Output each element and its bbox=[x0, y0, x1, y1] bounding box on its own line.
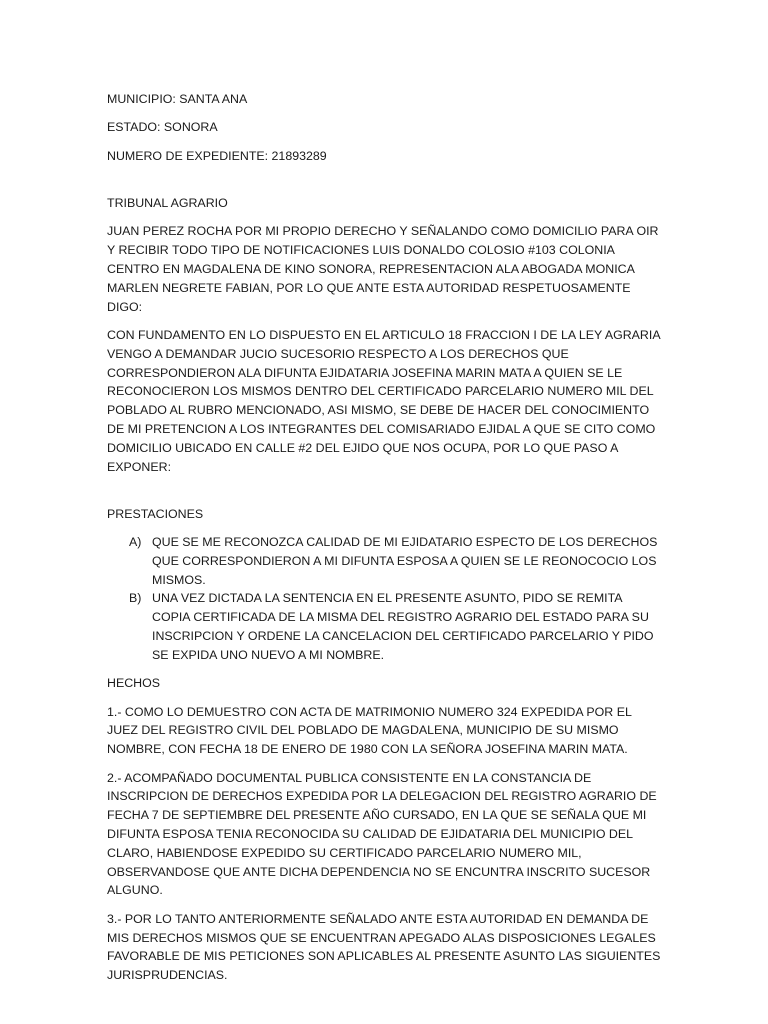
intro-paragraph: JUAN PEREZ ROCHA POR MI PROPIO DERECHO Y SEÑALANDO COMO DOMICILIO PARA OIR Y RECIBIR TODO TIPO DE NOTIFICACIONES LUIS DONALDO COLOSIO #103 COLONIA CENTRO EN MAGDALENA DE KINO SONORA, REPRESENTACION ALA ABOGADA MONICA MARLEN NEGRETE FABIAN, POR LO QUE ANTE ESTA AUTORIDAD RESPETUOSAMENTE DIGO: bbox=[107, 224, 659, 314]
blank-line bbox=[107, 486, 663, 505]
blank-line bbox=[107, 175, 663, 194]
expediente-line: NUMERO DE EXPEDIENTE: 21893289 bbox=[107, 148, 327, 163]
prestaciones-list bbox=[107, 533, 663, 665]
hecho-paragraph: 1.- COMO LO DEMUESTRO CON ACTA DE MATRIMONIO NUMERO 324 EXPEDIDA POR EL JUEZ DEL REGISTRO CIVIL DEL POBLADO DE MAGDALENA, MUNICIPIO DE SU MISMO NOMBRE, CON FECHA 18 DE ENERO DE 1980 CON LA SEÑORA JOSEFINA MARIN MATA. bbox=[107, 704, 632, 757]
municipio-line: MUNICIPIO: SANTA ANA bbox=[107, 92, 248, 106]
list-marker: A) bbox=[129, 535, 142, 550]
document-page bbox=[107, 90, 663, 995]
list-item bbox=[107, 589, 663, 664]
hecho-paragraph: 3.- POR LO TANTO ANTERIORMENTE SEÑALADO ANTE ESTA AUTORIDAD EN DEMANDA DE MIS DERECHOS MISMOS QUE SE ENCUENTRAN APEGADO ALAS DISPOSICIONES LEGALES FAVORABLE DE MIS PETICIONES SON APLICABLES AL PRESENTE ASUNTO LAS SIGUIENTES JURISPRUDENCIAS. bbox=[107, 911, 661, 983]
list-marker: B) bbox=[129, 591, 142, 606]
hechos-heading: HECHOS bbox=[107, 676, 161, 691]
hecho-paragraph: 2.- ACOMPAÑADO DOCUMENTAL PUBLICA CONSISTENTE EN LA CONSTANCIA DE INSCRIPCION DE DERECHOS EXPEDIDA POR LA DELEGACION DEL REGISTRO AGRARIO DE FECHA 7 DE SEPTIEMBRE DEL PRESENTE AÑO CURSADO, EN LA QUE SE SEÑALA QUE MI DIFUNTA ESPOSA TENIA RECONOCIDA SU CALIDAD DE EJIDATARIA DEL MUNICIPIO DEL CLARO, HABIENDOSE EXPEDIDO SU CERTIFICADO PARCELARIO NUMERO MIL, OBSERVANDOSE QUE ANTE DICHA DEPENDENCIA NO SE ENCUNTRA INSCRITO SUCESOR ALGUNO. bbox=[107, 770, 657, 898]
tribunal-heading: TRIBUNAL AGRARIO bbox=[107, 195, 228, 210]
list-item-text: QUE SE ME RECONOZCA CALIDAD DE MI EJIDATARIO ESPECTO DE LOS DERECHOS QUE CORRESPONDIERON A MI DIFUNTA ESPOSA A QUIEN SE LE REONOCOCIO LOS MISMOS. bbox=[152, 535, 658, 587]
list-item bbox=[107, 533, 663, 589]
fundamento-paragraph: CON FUNDAMENTO EN LO DISPUESTO EN EL ARTICULO 18 FRACCION I DE LA LEY AGRARIA VENGO A DEMANDAR JUCIO SUCESORIO RESPECTO A LOS DERECHOS QUE CORRESPONDIERON ALA DIFUNTA EJIDATARIA JOSEFINA MARIN MATA A QUIEN SE LE RECONOCIERON LOS MISMOS DENTRO DEL CERTIFICADO PARCELARIO NUMERO MIL DEL POBLADO AL RUBRO MENCIONADO, ASI MISMO, SE DEBE DE HACER DEL CONOCIMIENTO DE MI PRETENCION A LOS INTEGRANTES DEL COMISARIADO EJIDAL A QUE SE CITO COMO DOMICILIO UBICADO EN CALLE #2 DEL EJIDO QUE NOS OCUPA, POR LO QUE PASO A EXPONER: bbox=[107, 327, 660, 474]
prestaciones-heading: PRESTACIONES bbox=[107, 506, 204, 521]
estado-line: ESTADO: SONORA bbox=[107, 120, 218, 135]
list-item-text: UNA VEZ DICTADA LA SENTENCIA EN EL PRESENTE ASUNTO, PIDO SE REMITA COPIA CERTIFICADA DE LA MISMA DEL REGISTRO AGRARIO DEL ESTADO PARA SU INSCRIPCION Y ORDENE LA CANCELACION DEL CERTIFICADO PARCELARIO Y PIDO SE EXPIDA UNO NUEVO A MI NOMBRE. bbox=[152, 591, 654, 662]
